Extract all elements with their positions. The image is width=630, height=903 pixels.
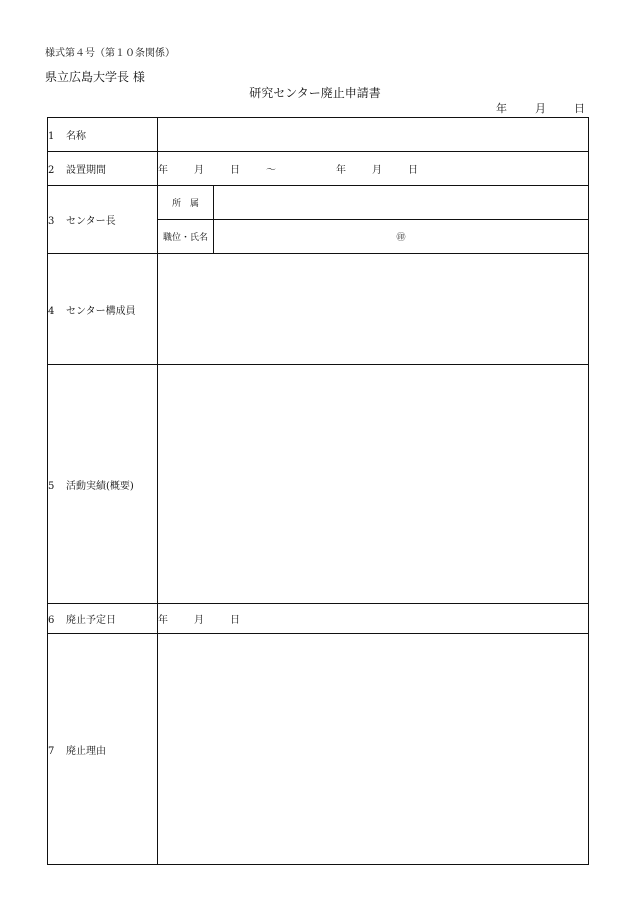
end-day: 日: [408, 165, 418, 176]
row-activities: [48, 365, 589, 604]
period-tilde: ～: [266, 165, 276, 176]
position-name-label: 職位・氏名: [158, 220, 214, 254]
row-label: 廃止理由: [66, 745, 106, 757]
abolition-year: 年: [158, 615, 168, 626]
application-form-table: [47, 117, 589, 865]
start-year: 年: [158, 165, 168, 176]
document-title: 研究センター廃止申請書: [249, 86, 381, 100]
members-field[interactable]: [158, 254, 589, 365]
date-month-label: 月: [535, 102, 546, 115]
row-label: 廃止予定日: [66, 615, 116, 626]
row-number: 7: [48, 745, 55, 757]
director-label: [48, 186, 158, 254]
seal-mark: ㊞: [396, 233, 406, 243]
row-members: [48, 254, 589, 365]
end-month: 月: [372, 165, 382, 176]
row-number: 4: [48, 305, 55, 317]
abolition-day: 日: [230, 615, 240, 626]
end-year: 年: [336, 165, 346, 176]
activities-label: [48, 365, 158, 604]
affiliation-label: 所 属: [158, 186, 214, 220]
row-number: 3: [48, 216, 55, 227]
abolition-month: 月: [194, 615, 204, 626]
addressee: 県立広島大学長 様: [45, 70, 145, 84]
row-label: センター長: [66, 216, 116, 227]
period-field[interactable]: [158, 152, 589, 186]
date-day-label: 日: [574, 102, 585, 115]
application-date: [496, 100, 585, 116]
name-label: [48, 118, 158, 152]
row-period: [48, 152, 589, 186]
form-number: 様式第４号（第１０条関係）: [45, 48, 175, 59]
affiliation-field[interactable]: [214, 186, 589, 220]
start-month: 月: [194, 165, 204, 176]
row-label: 活動実績(概要): [66, 480, 134, 492]
row-label: 名称: [66, 131, 86, 142]
row-number: 2: [48, 165, 55, 176]
position-name-field[interactable]: [214, 220, 589, 254]
start-day: 日: [230, 165, 240, 176]
abolition-date-field[interactable]: [158, 604, 589, 634]
abolition-date-label: [48, 604, 158, 634]
row-name: [48, 118, 589, 152]
row-abolition-date: [48, 604, 589, 634]
reason-field[interactable]: [158, 634, 589, 865]
row-number: 1: [48, 131, 55, 142]
row-director-affiliation: [48, 186, 589, 220]
period-label: [48, 152, 158, 186]
members-label: [48, 254, 158, 365]
name-field[interactable]: [158, 118, 589, 152]
date-year-label: 年: [496, 102, 507, 115]
row-number: 5: [48, 480, 55, 492]
activities-field[interactable]: [158, 365, 589, 604]
row-reason: [48, 634, 589, 865]
reason-label: [48, 634, 158, 865]
row-label: 設置期間: [66, 165, 106, 176]
row-label: センター構成員: [66, 305, 136, 317]
row-number: 6: [48, 615, 55, 626]
